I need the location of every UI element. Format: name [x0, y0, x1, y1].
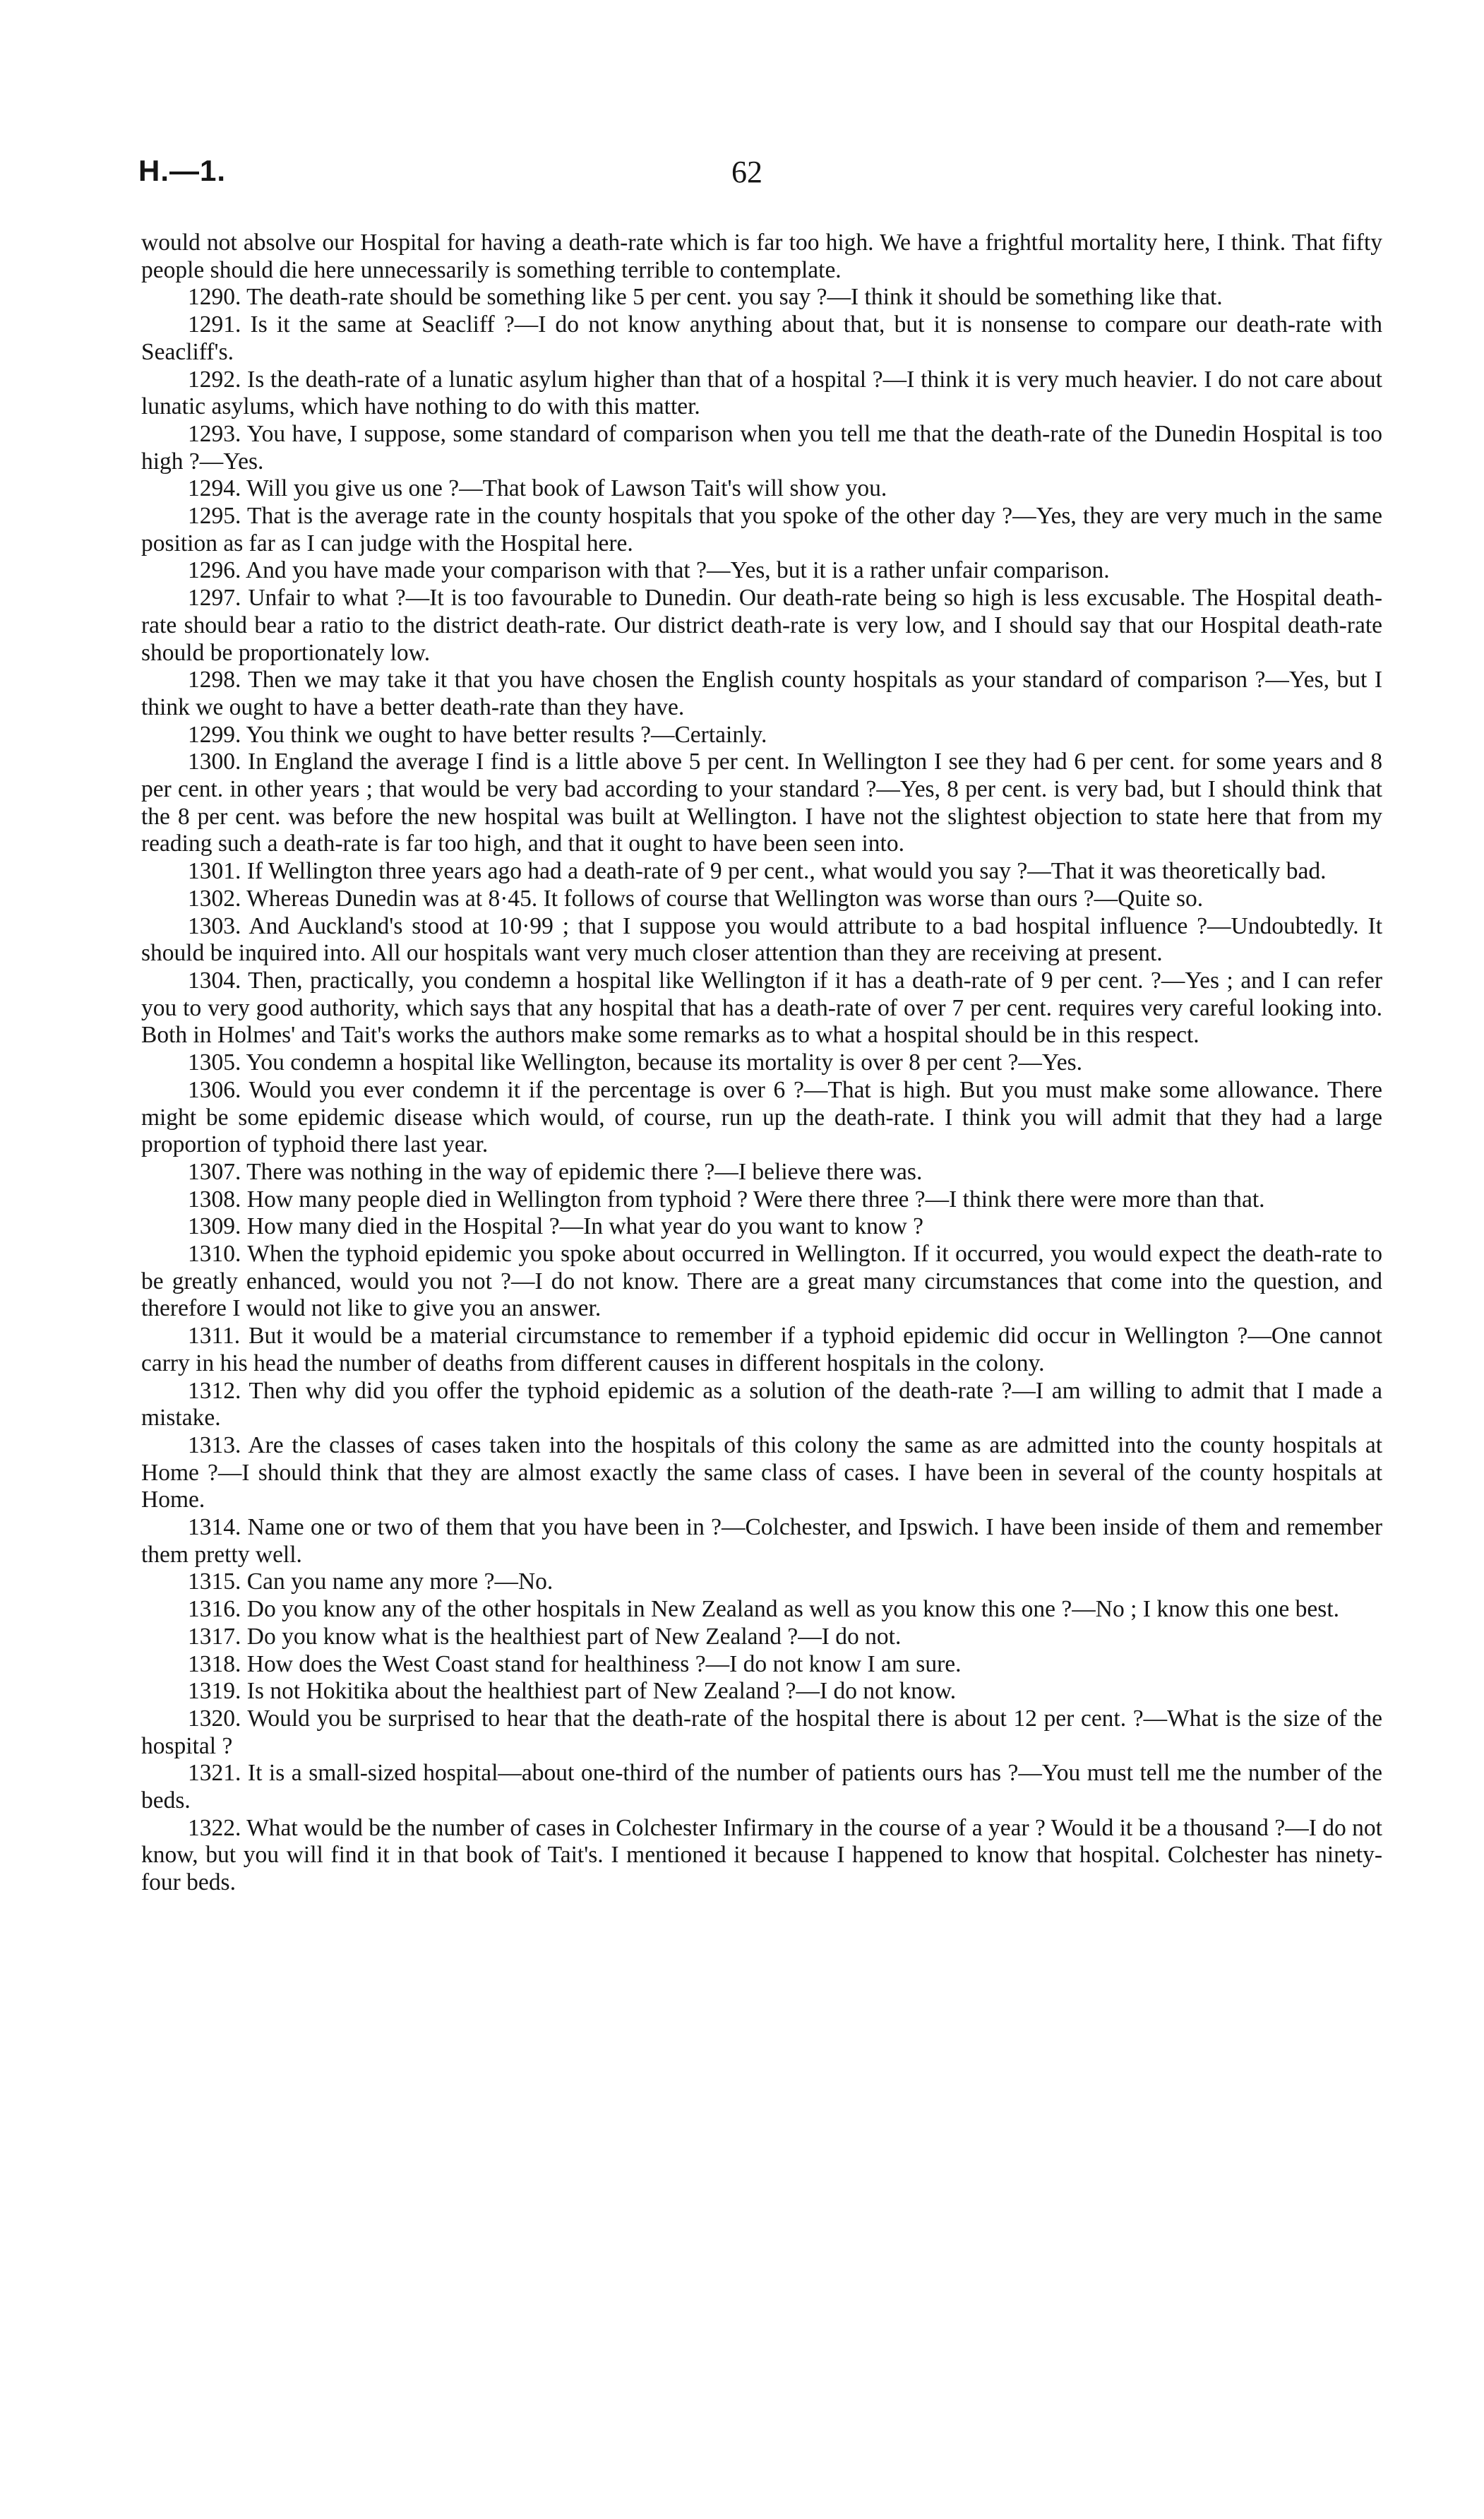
question-1319: 1319. Is not Hokitika about the healthiest part of New Zealand ?—I do not know.: [188, 1678, 957, 1705]
question-1307: 1307. There was nothing in the way of epidemic there ?—I believe there was.: [188, 1158, 923, 1185]
page-number: 62: [731, 155, 762, 189]
question-1302: 1302. Whereas Dunedin was at 8·45. It follows of course that Wellington was worse than ours ?—Quite so.: [188, 885, 1204, 912]
question-1310: 1310. When the typhoid epidemic you spoke about occurred in Wellington. If it occurred, you would expect the death-rate to be greatly enhanced, would you not ?—I do not know. There are a great many circumstances that come into the question, and therefore I would not like to give you an answer.: [141, 1241, 1382, 1322]
question-1314: 1314. Name one or two of them that you have been in ?—Colchester, and Ipswich. I have been inside of them and remember them pretty well.: [141, 1514, 1382, 1568]
question-1322: 1322. What would be the number of cases in Colchester Infirmary in the course of a year ? Would it be a thousand ?—I do not know, but you will find it in that book of Tait's. I mentioned it because I happened to know that hospital. Colchester has ninety-four beds.: [141, 1814, 1382, 1896]
question-1304: 1304. Then, practically, you condemn a hospital like Wellington if it has a death-rate of 9 per cent. ?—Yes ; and I can refer you to very good authority, which says that any hospital that has a death-rate of over 7 per cent. requires very careful looking into. Both in Holmes' and Tait's works the authors make some remarks as to what a hospital should be in this respect.: [141, 967, 1382, 1049]
question-1309: 1309. How many died in the Hospital ?—In what year do you want to know ?: [188, 1213, 924, 1240]
question-1300: 1300. In England the average I find is a little above 5 per cent. In Wellington I see they had 6 per cent. for some years and 8 per cent. in other years ; that would be very bad according to your standard ?—Yes, 8 per cent. is very bad, but I should think that the 8 per cent. was before the new hospital was built at Wellington. I have not the slightest objection to state here that from my reading such a death-rate is far too high, and that it ought to have been seen into.: [141, 749, 1382, 857]
question-1313: 1313. Are the classes of cases taken into the hospitals of this colony the same as are admitted into the county hospitals at Home ?—I should think that they are almost exactly the same class of cases. I have been in several of the county hospitals at Home.: [141, 1431, 1382, 1513]
question-1321: 1321. It is a small-sized hospital—about one-third of the number of patients ours has ?—You must tell me the number of the beds.: [141, 1760, 1382, 1814]
question-1296: 1296. And you have made your comparison with that ?—Yes, but it is a rather unfair comparison.: [188, 557, 1110, 584]
series-label: H.—1.: [138, 154, 227, 187]
continued-paragraph: would not absolve our Hospital for having a death-rate which is far too high. We have a frightful mortality here, I think. That fifty people should die here unnecessarily is something terrible to contemplate.: [141, 230, 1382, 283]
question-1290: 1290. The death-rate should be something like 5 per cent. you say ?—I think it should be something like that.: [188, 284, 1223, 311]
question-1291: 1291. Is it the same at Seacliff ?—I do not know anything about that, but it is nonsense to compare our death-rate with Seacliff's.: [141, 311, 1382, 365]
question-1306: 1306. Would you ever condemn it if the percentage is over 6 ?—That is high. But you must make some allowance. There might be some epidemic disease which would, of course, run up the death-rate. I think you will admit that they had a large proportion of typhoid there last year.: [141, 1076, 1382, 1158]
question-1317: 1317. Do you know what is the healthiest part of New Zealand ?—I do not.: [188, 1623, 902, 1650]
question-1315: 1315. Can you name any more ?—No.: [188, 1568, 553, 1595]
page-header: [138, 154, 1381, 203]
question-1305: 1305. You condemn a hospital like Wellington, because its mortality is over 8 per cent ?—Yes.: [188, 1049, 1083, 1076]
question-1308: 1308. How many people died in Wellington from typhoid ? Were there three ?—I think there were more than that.: [188, 1186, 1265, 1213]
question-1292: 1292. Is the death-rate of a lunatic asylum higher than that of a hospital ?—I think it is very much heavier. I do not care about lunatic asylums, which have nothing to do with this matter.: [141, 366, 1382, 420]
question-1318: 1318. How does the West Coast stand for healthiness ?—I do not know I am sure.: [188, 1650, 962, 1677]
question-1297: 1297. Unfair to what ?—It is too favourable to Dunedin. Our death-rate being so high is less excusable. The Hospital death-rate should bear a ratio to the district death-rate. Our district death-rate is very low, and I should say that our Hospital death-rate should be proportionately low.: [141, 585, 1382, 666]
body-text: [141, 230, 1382, 1897]
question-1295: 1295. That is the average rate in the county hospitals that you spoke of the other day ?—Yes, they are very much in the same position as far as I can judge with the Hospital here.: [141, 503, 1382, 556]
question-1320: 1320. Would you be surprised to hear that the death-rate of the hospital there is about 12 per cent. ?—What is the size of the hospital ?: [141, 1705, 1382, 1759]
question-1303: 1303. And Auckland's stood at 10·99 ; that I suppose you would attribute to a bad hospital influence ?—Undoubtedly. It should be inquired into. All our hospitals want very much closer attention than they are receiving at present.: [141, 912, 1382, 967]
question-1293: 1293. You have, I suppose, some standard of comparison when you tell me that the death-rate of the Dunedin Hospital is too high ?—Yes.: [141, 420, 1382, 475]
question-1316: 1316. Do you know any of the other hospitals in New Zealand as well as you know this one ?—No ; I know this one best.: [188, 1596, 1339, 1623]
question-1294: 1294. Will you give us one ?—That book of Lawson Tait's will show you.: [188, 475, 887, 502]
question-1311: 1311. But it would be a material circumstance to remember if a typhoid epidemic did occur in Wellington ?—One cannot carry in his head the number of deaths from different causes in different hospitals in the colony.: [141, 1323, 1382, 1376]
question-1299: 1299. You think we ought to have better results ?—Certainly.: [188, 721, 767, 748]
question-1312: 1312. Then why did you offer the typhoid epidemic as a solution of the death-rate ?—I am willing to admit that I made a mistake.: [141, 1377, 1382, 1431]
question-1301: 1301. If Wellington three years ago had a death-rate of 9 per cent., what would you say ?—That it was theoretically bad.: [188, 858, 1327, 885]
question-1298: 1298. Then we may take it that you have chosen the English county hospitals as your standard of comparison ?—Yes, but I think we ought to have a better death-rate than they have.: [141, 667, 1382, 720]
